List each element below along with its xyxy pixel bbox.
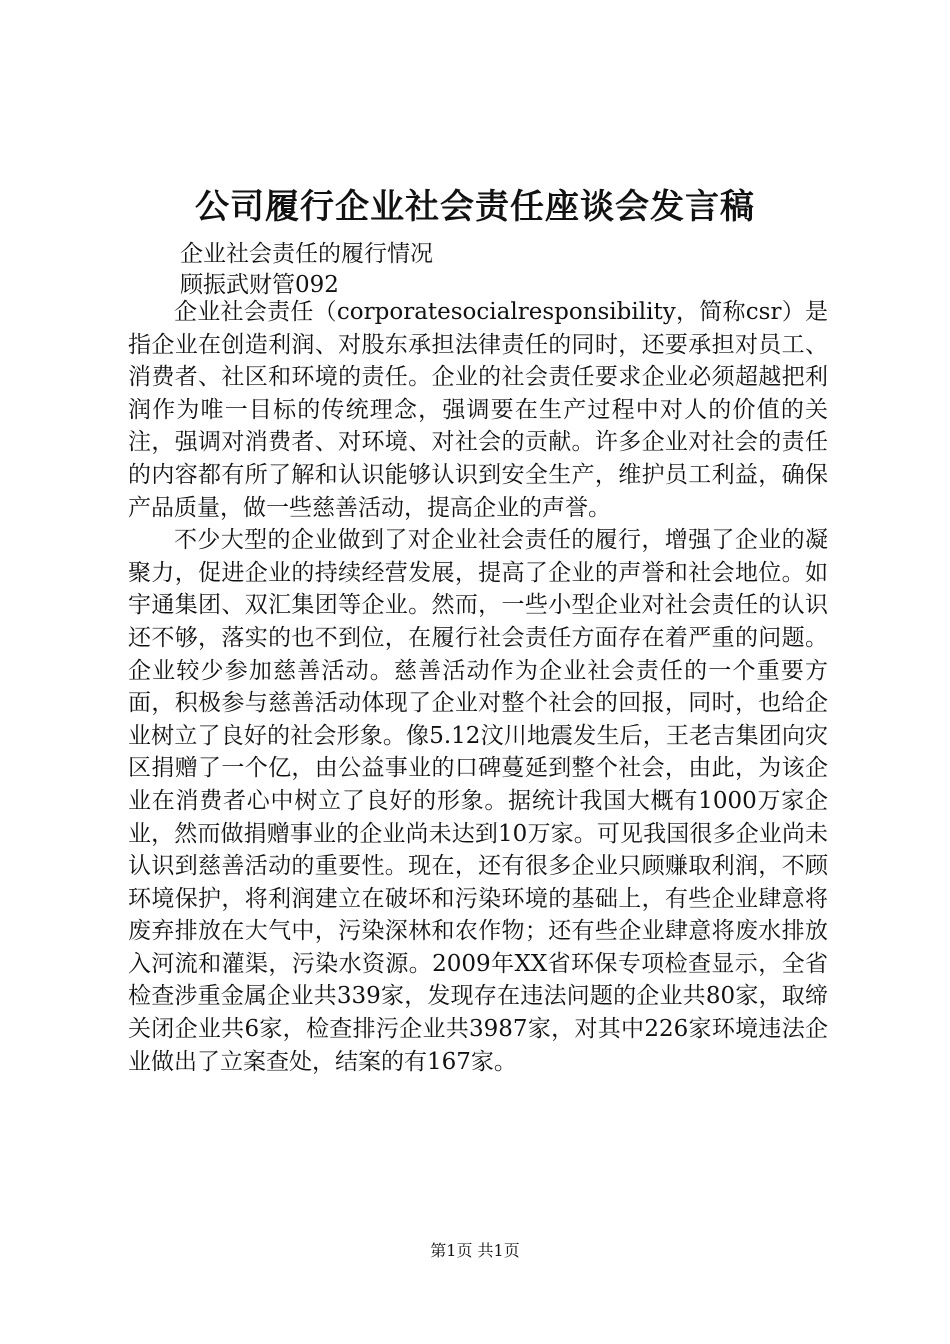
document-title: 公司履行企业社会责任座谈会发言稿 [195, 187, 755, 227]
paragraph-1: 企业社会责任（corporatesocialresponsibility，简称csr）是指企业在创造利润、对股东承担法律责任的同时，还要承担对员工、消费者、社区和环境的责任。企业的社会责任要求企业必须超越把利润作为唯一目标的传统理念，强调要在生产过程中对人的价值的关注，强调对消费者、对环境、对社会的贡献。许多企业对社会的责任的内容都有所了解和认识能够认识到安全生产，维护员工利益，确保产品质量，做一些慈善活动，提高企业的声誉。 [128, 299, 828, 521]
document-author: 顾振武财管092 [180, 272, 339, 298]
document-subtitle: 企业社会责任的履行情况 [180, 241, 433, 267]
page-footer: 第1页 共1页 [430, 1241, 520, 1260]
paragraph-2: 不少大型的企业做到了对企业社会责任的履行，增强了企业的凝聚力，促进企业的持续经营发展，提高了企业的声誉和社会地位。如宇通集团、双汇集团等企业。然而，一些小型企业对社会责任的认识还不够，落实的也不到位，在履行社会责任方面存在着严重的问题。企业较少参加慈善活动。慈善活动作为企业社会责任的一个重要方面，积极参与慈善活动体现了企业对整个社会的回报，同时，也给企业树立了良好的社会形象。像5.12汶川地震发生后，王老吉集团向灾区捐赠了一个亿，由公益事业的口碑蔓延到整个社会，由此，为该企业在消费者心中树立了良好的形象。据统计我国大概有1000万家企业，然而做捐赠事业的企业尚未达到10万家。可见我国很多企业尚未认识到慈善活动的重要性。现在，还有很多企业只顾赚取利润，不顾环境保护，将利润建立在破坏和污染环境的基础上，有些企业肆意将废弃排放在大气中，污染深林和农作物；还有些企业肆意将废水排放入河流和灌渠，污染水资源。2009年XX省环保专项检查显示，全省检查涉重金属企业共339家，发现存在违法问题的企业共80家，取缔关闭企业共6家，检查排污企业共3987家，对其中226家环境违法企业做出了立案查处，结案的有167家。 [128, 527, 828, 1075]
document-body [128, 296, 828, 1078]
